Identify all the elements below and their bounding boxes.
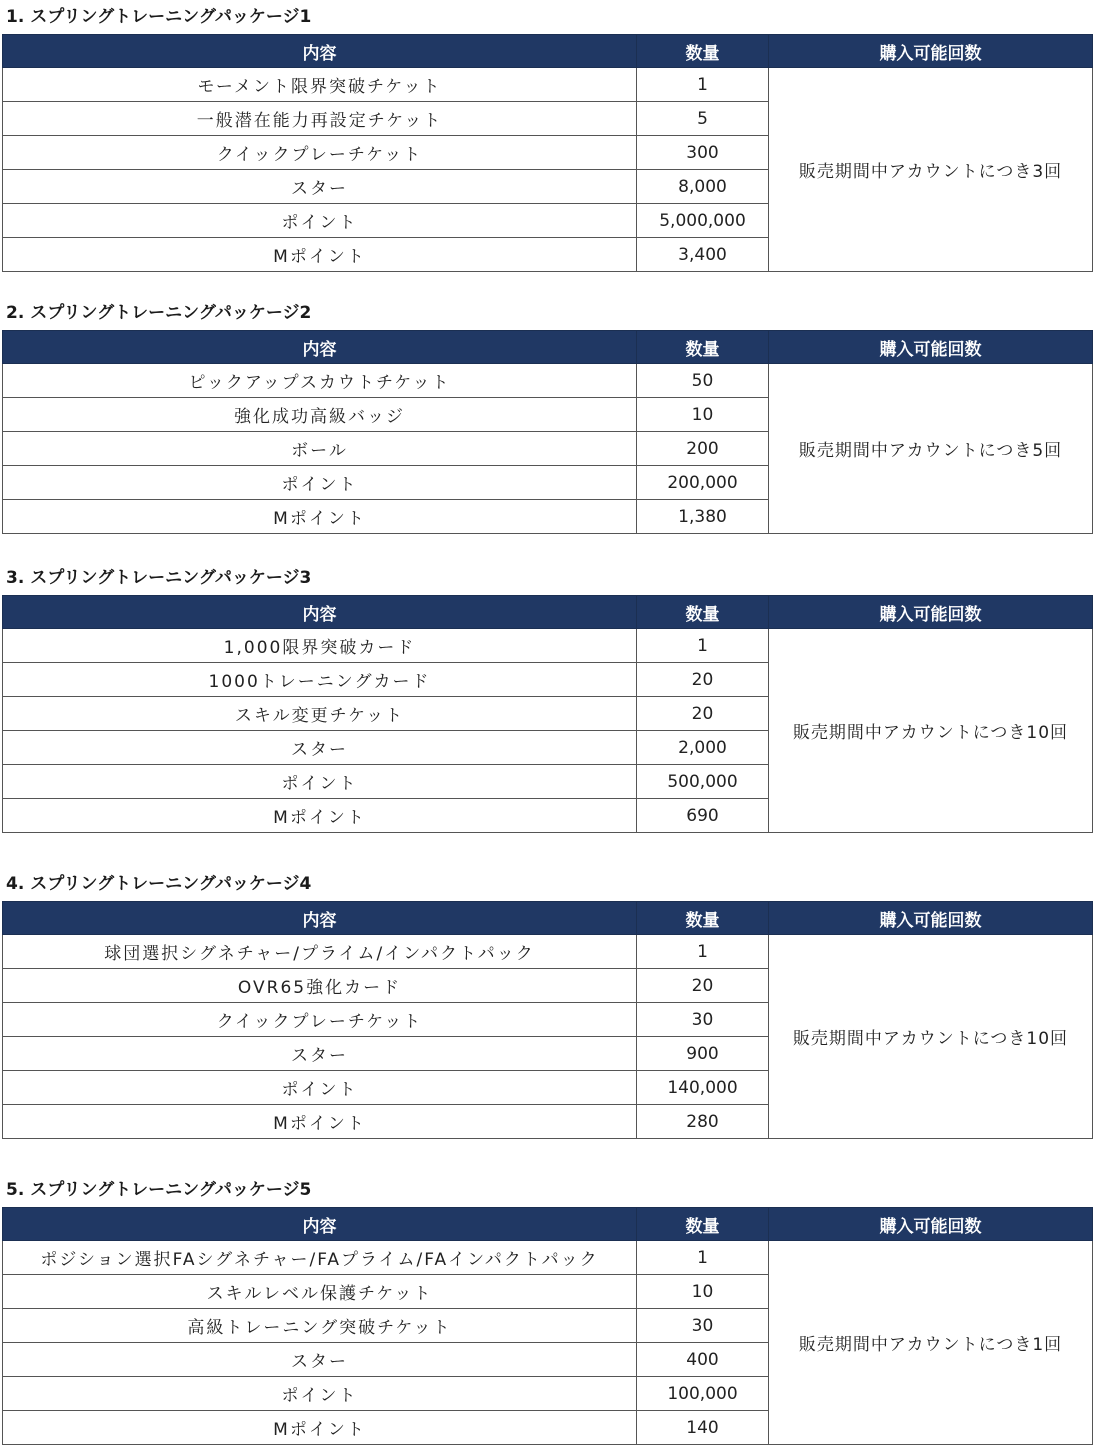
package-title: 1. スプリングトレーニングパッケージ1 bbox=[6, 7, 312, 27]
header-quantity: 数量 bbox=[637, 331, 769, 364]
header-quantity: 数量 bbox=[637, 1208, 769, 1241]
item-name: 球団選択シグネチャー/プライム/インパクトパック bbox=[3, 935, 637, 969]
item-name: OVR65強化カード bbox=[3, 969, 637, 1003]
item-name: スキルレベル保護チケット bbox=[3, 1275, 637, 1309]
item-name: Mポイント bbox=[3, 238, 637, 272]
item-quantity: 300 bbox=[637, 136, 769, 170]
package-table bbox=[2, 595, 1093, 833]
item-name: スター bbox=[3, 170, 637, 204]
item-name: モーメント限界突破チケット bbox=[3, 68, 637, 102]
table-header-row bbox=[3, 331, 1093, 364]
item-name: 1000トレーニングカード bbox=[3, 663, 637, 697]
item-quantity: 1 bbox=[637, 1241, 769, 1275]
item-name: ポイント bbox=[3, 466, 637, 500]
table-header-row bbox=[3, 35, 1093, 68]
item-name: ポイント bbox=[3, 1377, 637, 1411]
package-title: 3. スプリングトレーニングパッケージ3 bbox=[6, 568, 312, 588]
item-quantity: 5 bbox=[637, 102, 769, 136]
item-name: スター bbox=[3, 731, 637, 765]
item-quantity: 200 bbox=[637, 432, 769, 466]
item-quantity: 100,000 bbox=[637, 1377, 769, 1411]
item-quantity: 690 bbox=[637, 799, 769, 833]
header-content: 内容 bbox=[3, 902, 637, 935]
item-name: クイックプレーチケット bbox=[3, 136, 637, 170]
item-name: 強化成功高級バッジ bbox=[3, 398, 637, 432]
package-table bbox=[2, 330, 1093, 534]
item-quantity: 5,000,000 bbox=[637, 204, 769, 238]
item-quantity: 280 bbox=[637, 1105, 769, 1139]
item-name: ポイント bbox=[3, 204, 637, 238]
table-row bbox=[3, 935, 1093, 969]
package-title: 4. スプリングトレーニングパッケージ4 bbox=[6, 874, 312, 894]
item-name: スター bbox=[3, 1037, 637, 1071]
item-name: スター bbox=[3, 1343, 637, 1377]
header-content: 内容 bbox=[3, 35, 637, 68]
item-quantity: 400 bbox=[637, 1343, 769, 1377]
package-table bbox=[2, 901, 1093, 1139]
header-limit: 購入可能回数 bbox=[769, 331, 1093, 364]
header-content: 内容 bbox=[3, 596, 637, 629]
purchase-limit: 販売期間中アカウントにつき10回 bbox=[769, 629, 1093, 833]
item-name: スキル変更チケット bbox=[3, 697, 637, 731]
item-quantity: 3,400 bbox=[637, 238, 769, 272]
table-row bbox=[3, 1241, 1093, 1275]
table-row bbox=[3, 629, 1093, 663]
item-quantity: 8,000 bbox=[637, 170, 769, 204]
item-quantity: 20 bbox=[637, 969, 769, 1003]
purchase-limit: 販売期間中アカウントにつき1回 bbox=[769, 1241, 1093, 1445]
item-name: 一般潜在能力再設定チケット bbox=[3, 102, 637, 136]
item-name: ポジション選択FAシグネチャー/FAプライム/FAインパクトパック bbox=[3, 1241, 637, 1275]
item-name: ピックアップスカウトチケット bbox=[3, 364, 637, 398]
purchase-limit: 販売期間中アカウントにつき3回 bbox=[769, 68, 1093, 272]
package-title: 5. スプリングトレーニングパッケージ5 bbox=[6, 1180, 312, 1200]
item-name: Mポイント bbox=[3, 1105, 637, 1139]
header-quantity: 数量 bbox=[637, 35, 769, 68]
item-quantity: 500,000 bbox=[637, 765, 769, 799]
item-name: クイックプレーチケット bbox=[3, 1003, 637, 1037]
purchase-limit: 販売期間中アカウントにつき5回 bbox=[769, 364, 1093, 534]
item-quantity: 1 bbox=[637, 935, 769, 969]
header-content: 内容 bbox=[3, 1208, 637, 1241]
item-name: Mポイント bbox=[3, 1411, 637, 1445]
item-name: ポイント bbox=[3, 765, 637, 799]
item-quantity: 30 bbox=[637, 1003, 769, 1037]
item-name: 高級トレーニング突破チケット bbox=[3, 1309, 637, 1343]
package-table bbox=[2, 1207, 1093, 1445]
package-table bbox=[2, 34, 1093, 272]
header-quantity: 数量 bbox=[637, 596, 769, 629]
item-quantity: 2,000 bbox=[637, 731, 769, 765]
table-row bbox=[3, 364, 1093, 398]
item-quantity: 20 bbox=[637, 663, 769, 697]
item-quantity: 140,000 bbox=[637, 1071, 769, 1105]
purchase-limit: 販売期間中アカウントにつき10回 bbox=[769, 935, 1093, 1139]
item-quantity: 10 bbox=[637, 1275, 769, 1309]
item-name: 1,000限界突破カード bbox=[3, 629, 637, 663]
item-quantity: 900 bbox=[637, 1037, 769, 1071]
item-name: Mポイント bbox=[3, 799, 637, 833]
item-quantity: 140 bbox=[637, 1411, 769, 1445]
table-row bbox=[3, 68, 1093, 102]
header-limit: 購入可能回数 bbox=[769, 35, 1093, 68]
header-limit: 購入可能回数 bbox=[769, 1208, 1093, 1241]
header-limit: 購入可能回数 bbox=[769, 902, 1093, 935]
item-name: ボール bbox=[3, 432, 637, 466]
header-limit: 購入可能回数 bbox=[769, 596, 1093, 629]
item-quantity: 30 bbox=[637, 1309, 769, 1343]
package-title: 2. スプリングトレーニングパッケージ2 bbox=[6, 303, 312, 323]
item-quantity: 10 bbox=[637, 398, 769, 432]
item-quantity: 1 bbox=[637, 68, 769, 102]
item-quantity: 200,000 bbox=[637, 466, 769, 500]
item-quantity: 20 bbox=[637, 697, 769, 731]
table-header-row bbox=[3, 596, 1093, 629]
header-quantity: 数量 bbox=[637, 902, 769, 935]
item-quantity: 50 bbox=[637, 364, 769, 398]
item-name: Mポイント bbox=[3, 500, 637, 534]
table-header-row bbox=[3, 902, 1093, 935]
item-quantity: 1,380 bbox=[637, 500, 769, 534]
table-header-row bbox=[3, 1208, 1093, 1241]
header-content: 内容 bbox=[3, 331, 637, 364]
item-quantity: 1 bbox=[637, 629, 769, 663]
item-name: ポイント bbox=[3, 1071, 637, 1105]
